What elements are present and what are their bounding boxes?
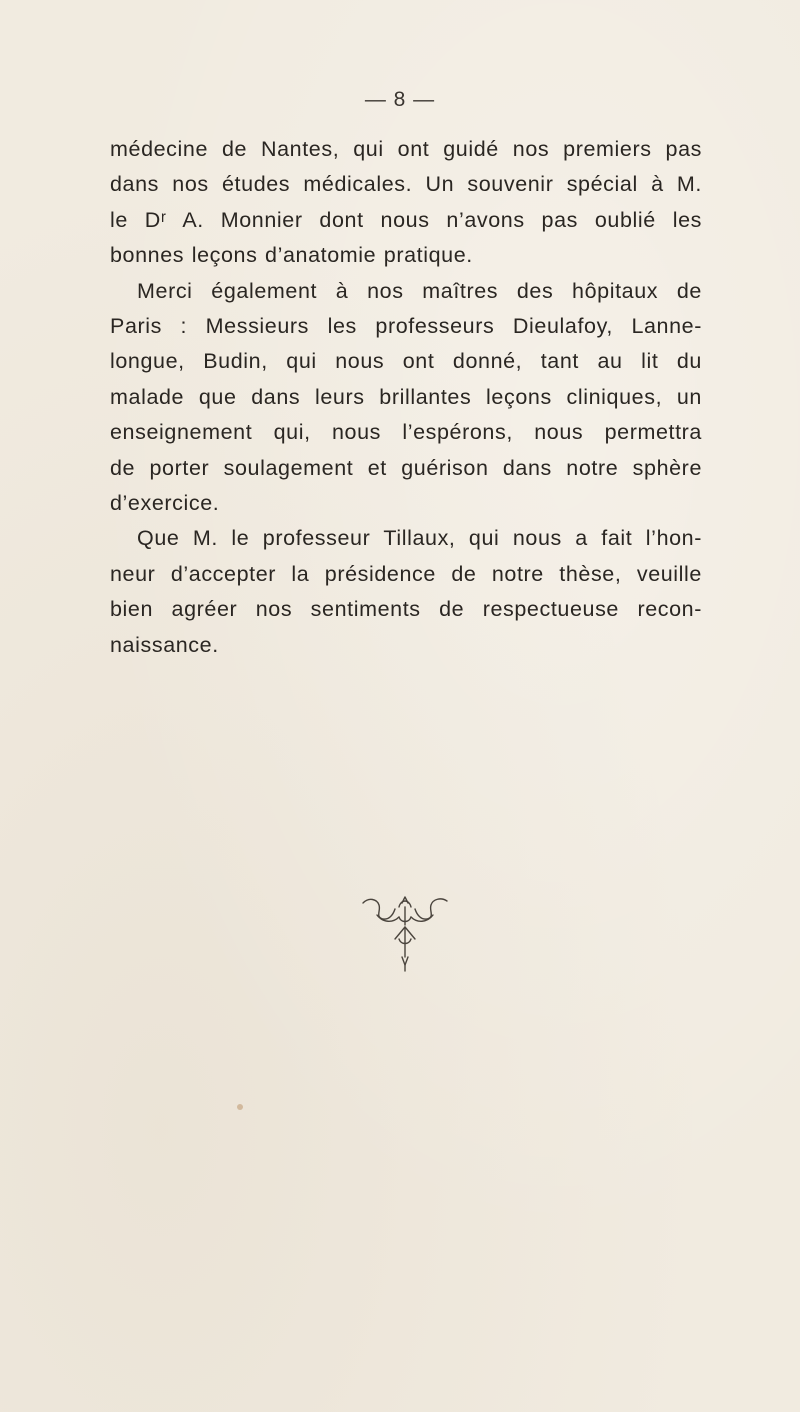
text-line: naissance. xyxy=(110,632,219,657)
text-line: médecine de Nantes, qui ont guidé nos premiers pas xyxy=(110,137,702,161)
text-line: Paris : Messieurs les professeurs Dieulafoy, Lanne- xyxy=(110,314,702,339)
text-line: neur d’accepter la présidence de notre thèse, veuille xyxy=(110,561,702,586)
page-number: — 8 — xyxy=(364,88,436,111)
text-line: malade que dans leurs brillantes leçons cliniques, un xyxy=(110,384,702,409)
text-line: enseignement qui, nous l’espérons, nous permettra xyxy=(110,420,702,445)
text-line: Que M. le professeur Tillaux, qui nous a fait l’hon- xyxy=(137,526,702,551)
text-line: Merci également à nos maîtres des hôpitaux de xyxy=(137,278,702,303)
text-line: bien agréer nos sentiments de respectueuse recon- xyxy=(110,597,702,622)
text-line: dans nos études médicales. Un souvenir spécial à M. xyxy=(110,172,702,197)
body-text xyxy=(110,132,702,663)
text-line: bonnes leçons d’anatomie pratique. xyxy=(110,243,473,268)
text-line: longue, Budin, qui nous ont donné, tant au lit du xyxy=(110,349,702,374)
text-line: de porter soulagement et guérison dans notre sphère xyxy=(110,455,702,480)
text-line: d’exercice. xyxy=(110,491,220,516)
text-line: le Dʳ A. Monnier dont nous n’avons pas oublié les xyxy=(110,207,702,232)
fleuron-icon xyxy=(355,895,455,985)
paper-speck xyxy=(237,1104,243,1110)
